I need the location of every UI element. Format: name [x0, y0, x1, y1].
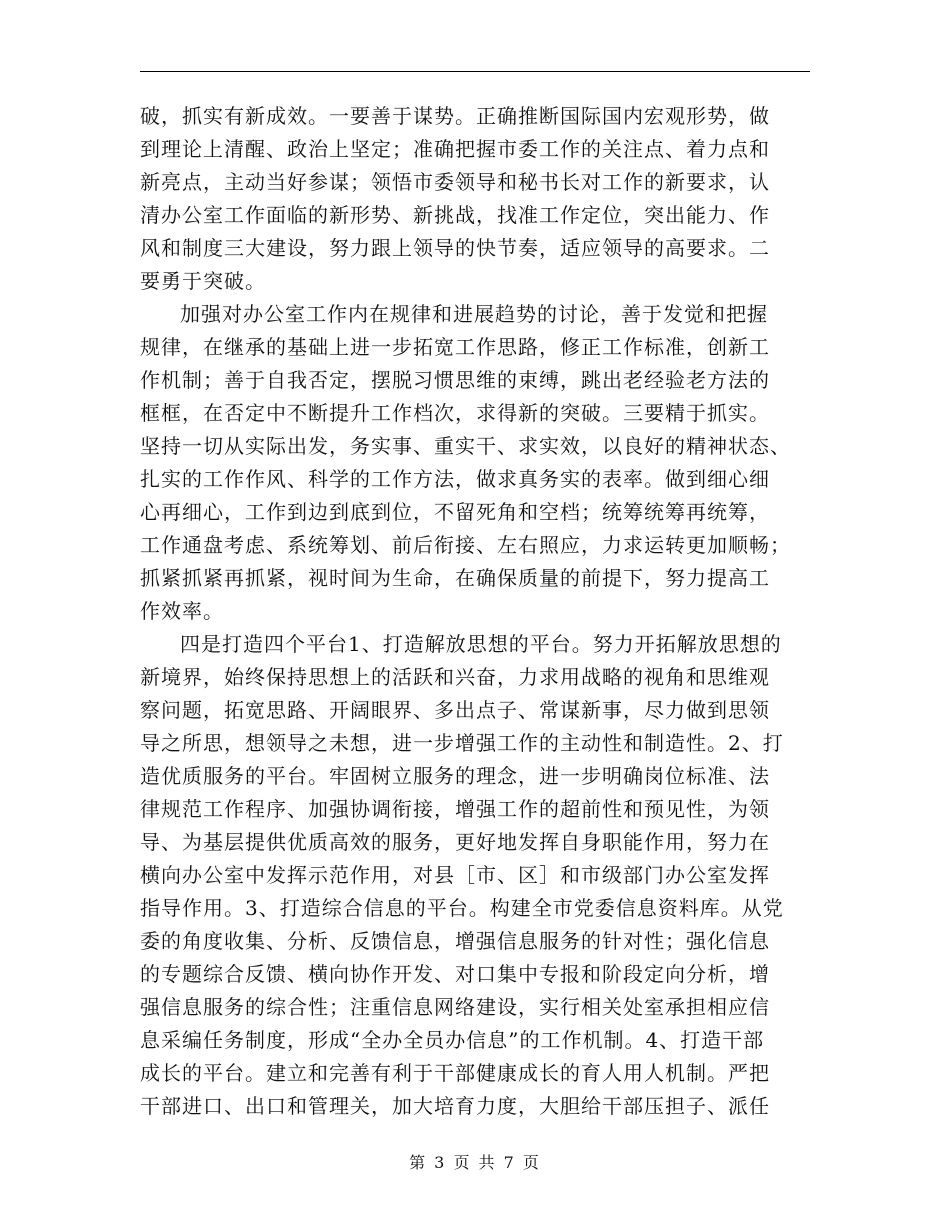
text-line: 坚持一切从实际出发，务实事、重实干、求实效，以良好的精神状态、 [140, 434, 791, 458]
text-line: 强信息服务的综合性；注重信息网络建设，实行相关处室承担相应信 [140, 995, 770, 1019]
text-line: 成长的平台。建立和完善有利于干部健康成长的育人用人机制。严把 [140, 1061, 770, 1085]
text-line: 新亮点，主动当好参谋；领悟市委领导和秘书长对工作的新要求，认 [140, 170, 770, 194]
text-line: 心再细心，工作到边到底到位，不留死角和空档；统筹统筹再统筹， [140, 500, 770, 524]
document-body [140, 100, 810, 1123]
text-line: 导、为基层提供优质高效的服务，更好地发挥自身职能作用，努力在 [140, 830, 770, 854]
text-line: 工作通盘考虑、系统筹划、前后衔接、左右照应，力求运转更加顺畅； [140, 533, 791, 557]
text-line: 指导作用。3、打造综合信息的平台。构建全市党委信息资料库。从党 [140, 896, 784, 920]
text-line: 横向办公室中发挥示范作用，对县［市、区］和市级部门办公室发挥 [140, 863, 770, 887]
text-line: 律规范工作程序、加强协调衔接，增强工作的超前性和预见性，为领 [140, 797, 770, 821]
text-line: 作效率。 [140, 599, 224, 623]
text-line: 新境界，始终保持思想上的活跃和兴奋，力求用战略的视角和思维观 [140, 665, 770, 689]
text-line: 干部进口、出口和管理关，加大培育力度，大胆给干部压担子、派任 [140, 1094, 770, 1118]
page-number: 第 3 页 共 7 页 [409, 1153, 541, 1172]
text-line: 委的角度收集、分析、反馈信息，增强信息服务的针对性；强化信息 [140, 929, 770, 953]
text-line: 风和制度三大建设，努力跟上领导的快节奏，适应领导的高要求。二 [140, 236, 770, 260]
text-line: 造优质服务的平台。牢固树立服务的理念，进一步明确岗位标准、法 [140, 764, 770, 788]
text-line: 息采编任务制度，形成“全办全员办信息”的工作机制。4、打造干部 [140, 1028, 765, 1052]
text-line: 四是打造四个平台1、打造解放思想的平台。努力开拓解放思想的 [180, 632, 782, 656]
text-line: 清办公室工作面临的新形势、新挑战，找准工作定位，突出能力、作 [140, 203, 770, 227]
text-line: 破，抓实有新成效。一要善于谋势。正确推断国际国内宏观形势，做 [140, 104, 770, 128]
text-line: 抓紧抓紧再抓紧，视时间为生命，在确保质量的前提下，努力提高工 [140, 566, 770, 590]
text-line: 要勇于突破。 [140, 269, 266, 293]
text-line: 的专题综合反馈、横向协作开发、对口集中专报和阶段定向分析，增 [140, 962, 770, 986]
text-line: 规律，在继承的基础上进一步拓宽工作思路，修正工作标准，创新工 [140, 335, 770, 359]
text-line: 扎实的工作作风、科学的工作方法，做求真务实的表率。做到细心细 [140, 467, 770, 491]
text-line: 框框，在否定中不断提升工作档次，求得新的突破。三要精于抓实。 [140, 401, 770, 425]
text-line: 察问题，拓宽思路、开阔眼界、多出点子、常谋新事，尽力做到思领 [140, 698, 770, 722]
header-rule [140, 71, 810, 72]
text-line: 导之所思，想领导之未想，进一步增强工作的主动性和制造性。2、打 [140, 731, 784, 755]
text-line: 作机制；善于自我否定，摆脱习惯思维的束缚，跳出老经验老方法的 [140, 368, 770, 392]
text-line: 加强对办公室工作内在规律和进展趋势的讨论，善于发觉和把握 [180, 302, 768, 326]
text-line: 到理论上清醒、政治上坚定；准确把握市委工作的关注点、着力点和 [140, 137, 770, 161]
